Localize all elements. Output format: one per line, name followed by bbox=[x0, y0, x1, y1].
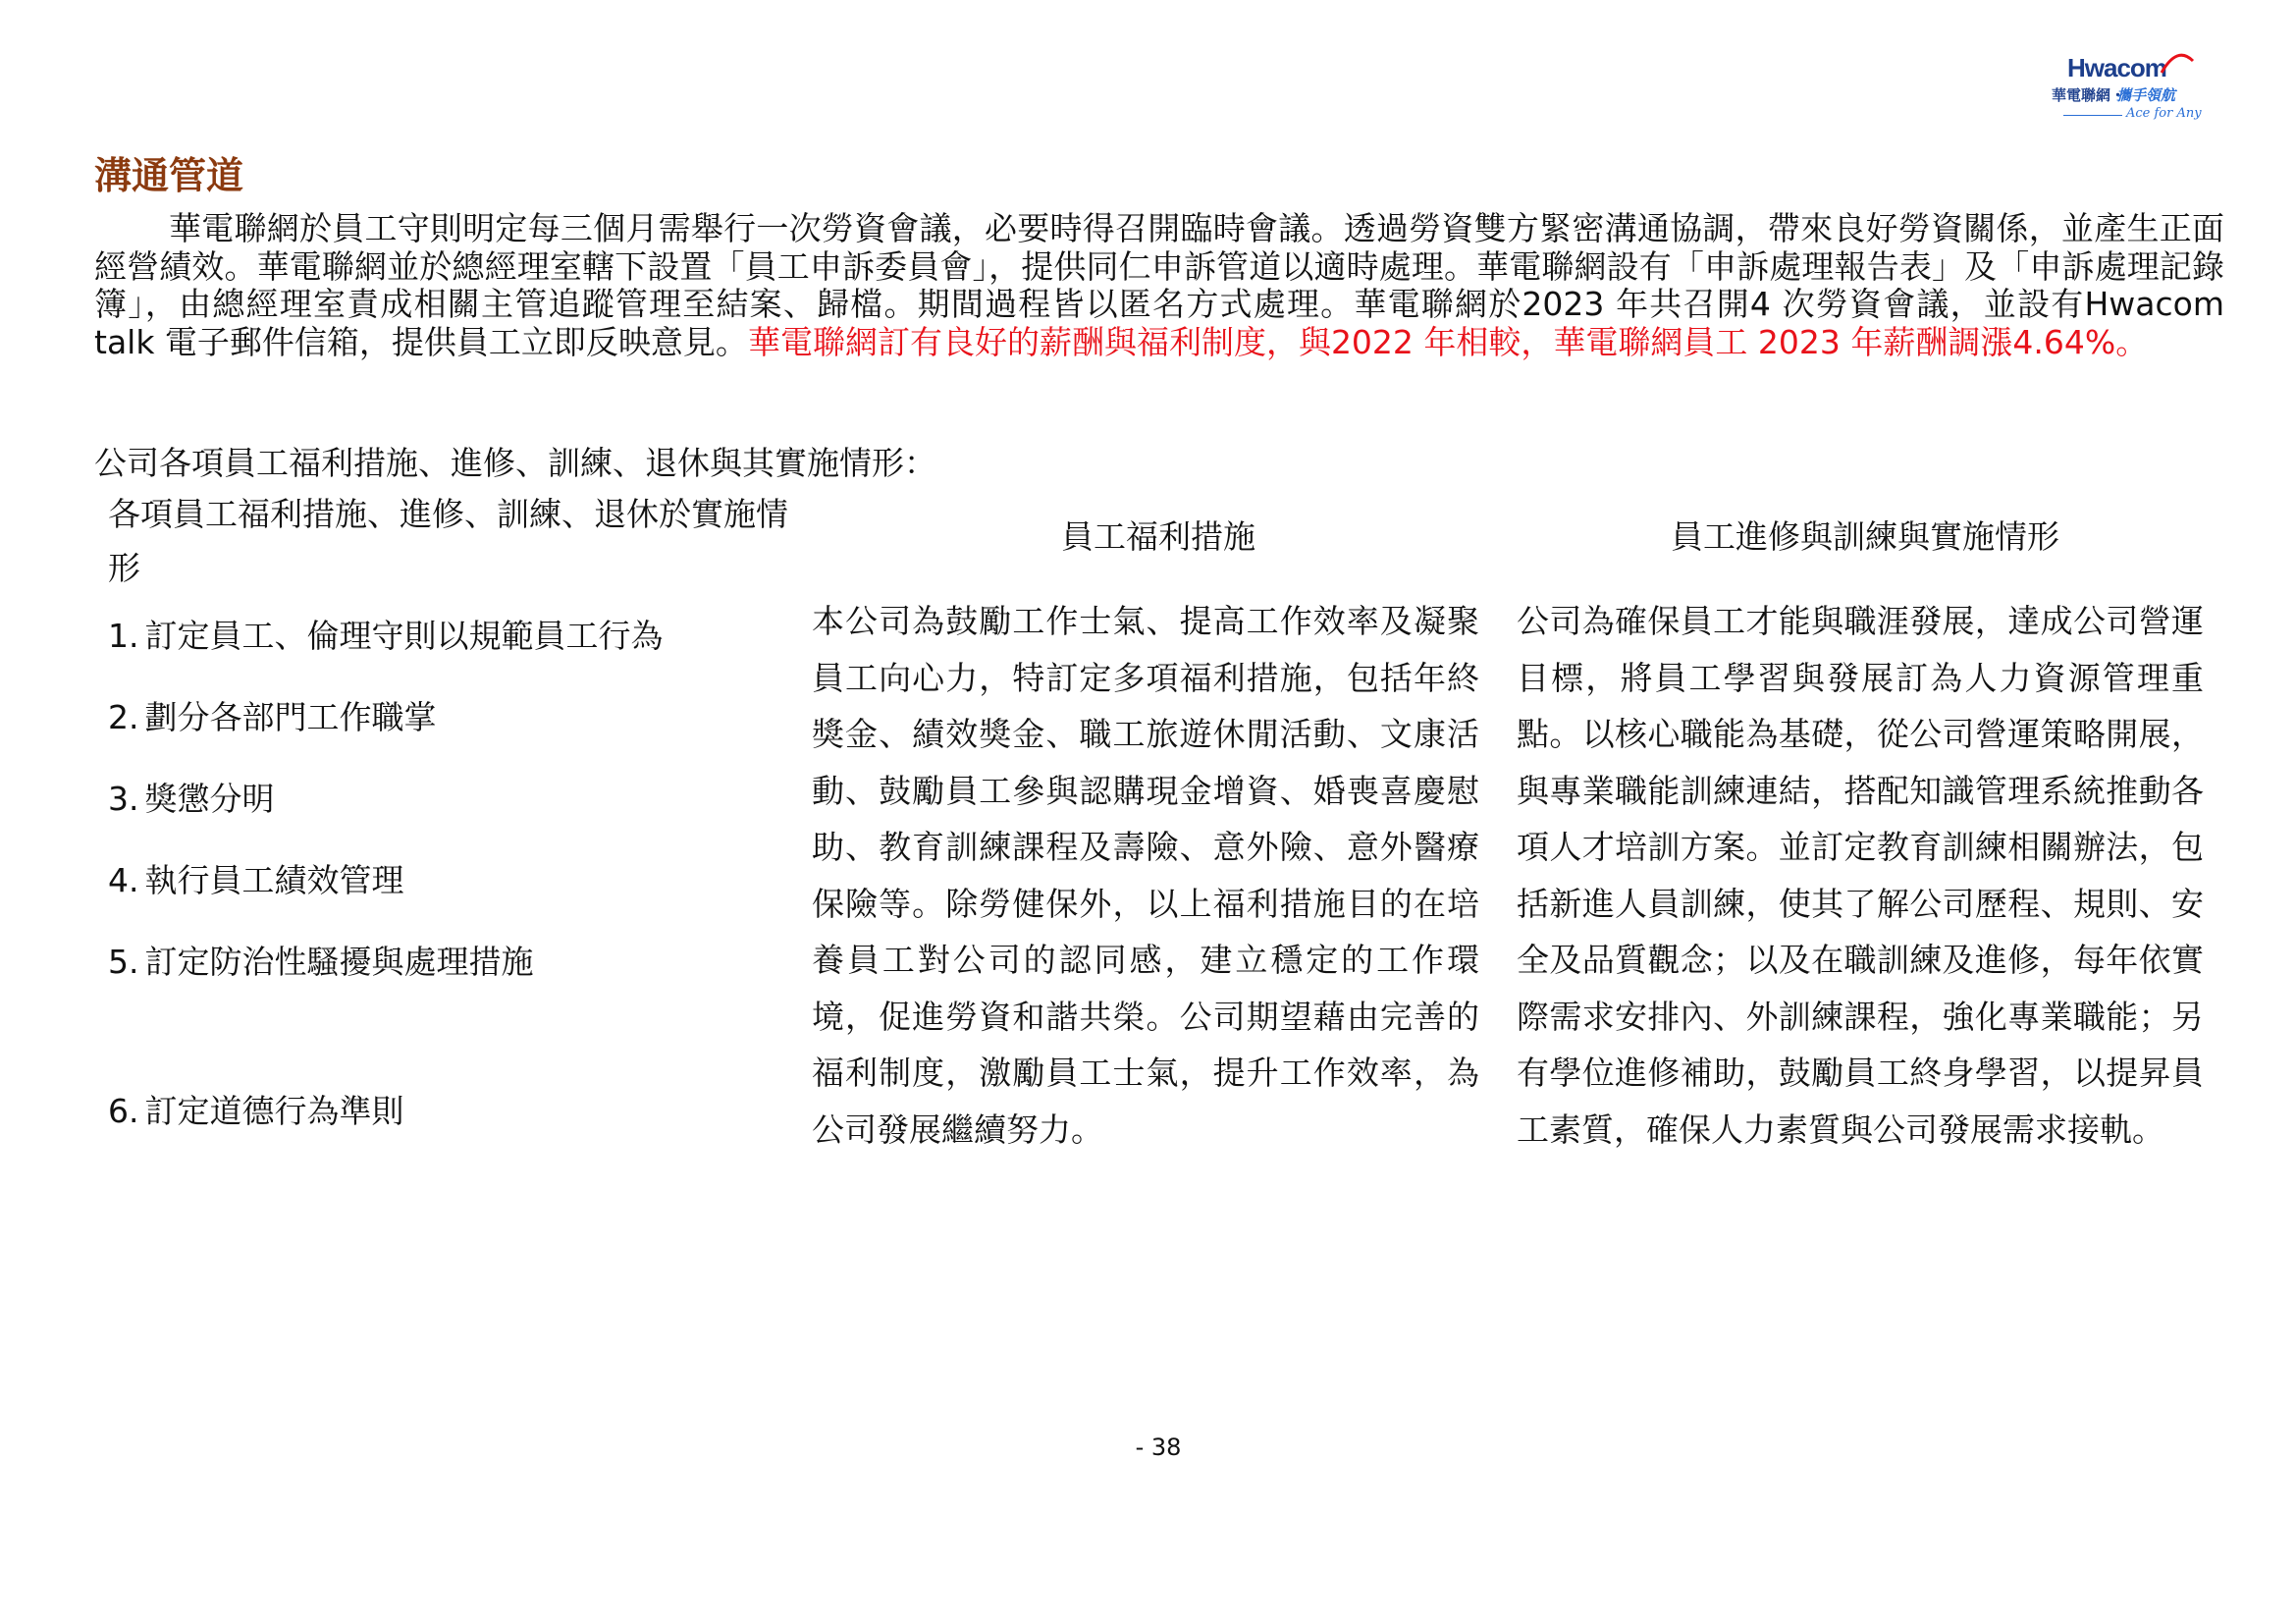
list-item bbox=[108, 937, 534, 983]
logo-slogan: 攜手領航 bbox=[2116, 86, 2176, 104]
page-number: - 38 bbox=[1135, 1434, 1182, 1461]
benefits-description: 本公司為鼓勵工作士氣、提高工作效率及凝聚員工向心力，特訂定多項福利措施，包括年終獎金、績效獎金、職工旅遊休閒活動、文康活動、鼓勵員工參與認購現金增資、婚喪喜慶慰助、教育訓練課程及壽險、意外險、意外醫療保險等。除勞健保外，以上福利措施目的在培養員工對公司的認同感，建立穩定的工作環境，促進勞資和諧共榮。公司期望藉由完善的福利制度，激勵員工士氣，提升工作效率，為公司發展繼續努力。 bbox=[812, 602, 1479, 1149]
column-header-training: 員工進修與訓練與實施情形 bbox=[1671, 517, 2059, 556]
list-item-number: 6. bbox=[108, 1092, 139, 1130]
logo-tagline-text: Ace for Any bbox=[2126, 106, 2202, 121]
list-item bbox=[108, 611, 664, 657]
list-item-text: 訂定道德行為準則 bbox=[144, 1092, 404, 1130]
list-item-number: 2. bbox=[108, 698, 139, 736]
intro-highlight-text: 華電聯網訂有良好的薪酬與福利制度，與2022 年相較，華電聯網員工 2023 年薪酬調漲4.64%。 bbox=[747, 322, 2149, 361]
training-description: 公司為確保員工才能與職涯發展，達成公司營運目標，將員工學習與發展訂為人力資源管理重點。以核心職能為基礎，從公司營運策略開展，與專業職能訓練連結，搭配知識管理系統推動各項人才培訓方案。並訂定教育訓練相關辦法，包括新進人員訓練，使其了解公司歷程、規則、安全及品質觀念；以及在職訓練及進修，每年依實際需求安排內、外訓練課程，強化專業職能；另有學位進修補助，鼓勵員工終身學習，以提昇員工素質，確保人力素質與公司發展需求接軌。 bbox=[1517, 602, 2204, 1149]
section-title: 溝通管道 bbox=[94, 154, 244, 197]
list-item bbox=[108, 1086, 404, 1132]
list-item bbox=[108, 855, 404, 901]
list-item-text: 訂定員工、倫理守則以規範員工行為 bbox=[144, 617, 664, 655]
list-item-text: 執行員工績效管理 bbox=[144, 861, 404, 899]
list-item-text: 獎懲分明 bbox=[144, 780, 275, 818]
table-caption: 公司各項員工福利措施、進修、訓練、退休與其實施情形： bbox=[94, 444, 936, 482]
logo-brand-text: Hwacom bbox=[2067, 53, 2166, 82]
intro-paragraph bbox=[94, 210, 2224, 361]
list-item-number: 4. bbox=[108, 861, 139, 899]
intro-text: 華電聯網於員工守則明定每三個月需舉行一次勞資會議，必要時得召開臨時會議。透過勞資雙方緊密溝通協調，帶來良好勞資關係，並產生正面經營績效。華電聯網並於總經理室轄下設置「員工申訴委員會」，提供同仁申訴管道以適時處理。華電聯網設有「申訴處理報告表」及「申訴處理記錄簿」，由總經理室責成相關主管追蹤管理至結案、歸檔。期間過程皆以匿名方式處理。華電聯網於2023 年共召開4 次勞資會議，並設有Hwacom talk 電子郵件信箱，提供員工立即反映意見。 bbox=[94, 209, 2224, 361]
list-item-text: 訂定防治性騷擾與處理措施 bbox=[144, 943, 534, 981]
list-item-number: 3. bbox=[108, 780, 139, 818]
logo-swoosh-icon bbox=[2158, 51, 2197, 81]
list-item bbox=[108, 692, 437, 738]
company-logo bbox=[2044, 51, 2211, 130]
logo-tagline bbox=[2063, 106, 2211, 124]
list-item bbox=[108, 774, 275, 820]
logo-tagline-divider bbox=[2063, 115, 2122, 116]
list-item-number: 1. bbox=[108, 617, 139, 655]
column-header-benefits: 員工福利措施 bbox=[1061, 517, 1255, 556]
list-item-number: 5. bbox=[108, 943, 139, 981]
logo-subtitle: 華電聯網・ bbox=[2052, 86, 2126, 104]
list-item-text: 劃分各部門工作職掌 bbox=[144, 698, 437, 736]
column-header-practices: 各項員工福利措施、進修、訓練、退休於實施情形 bbox=[108, 495, 788, 587]
